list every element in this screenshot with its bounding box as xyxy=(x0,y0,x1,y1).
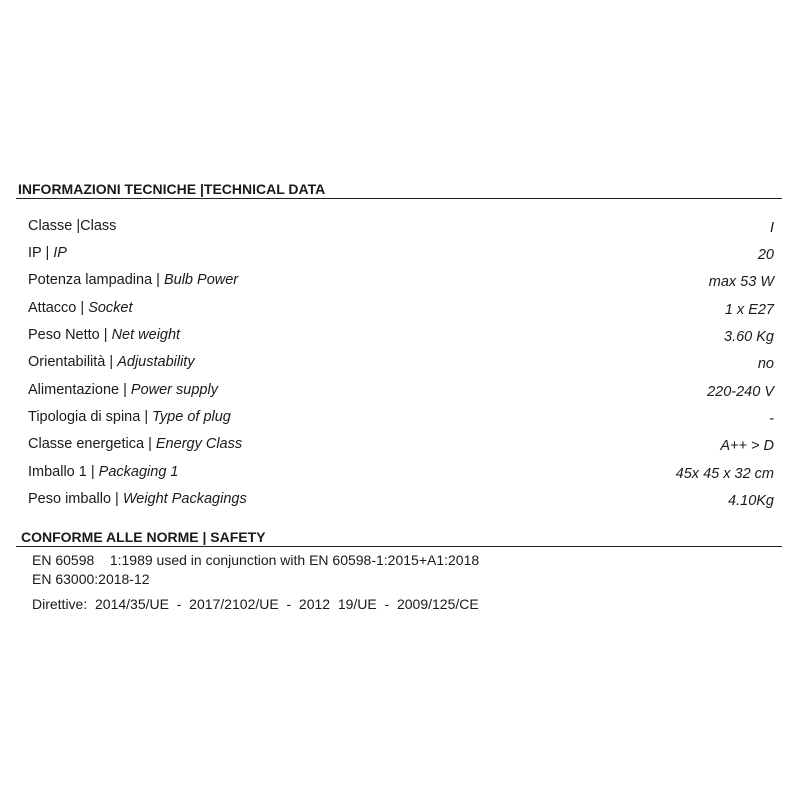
spec-value: A++ > D xyxy=(720,438,774,454)
spec-label-it: Imballo 1 | xyxy=(28,464,99,480)
spec-label-it: Attacco | xyxy=(28,300,89,316)
spec-row xyxy=(28,378,774,402)
spec-label-it: Classe | xyxy=(28,218,81,234)
norm-line-2: EN 63000:2018-12 xyxy=(32,571,150,587)
spec-label-it: Orientabilità | xyxy=(28,354,118,370)
spec-label xyxy=(28,241,67,265)
spec-label-it: Classe energetica | xyxy=(28,436,156,452)
spec-label xyxy=(28,432,242,456)
spec-label-en: Adjustability xyxy=(117,354,195,370)
spec-label-it: Peso Netto | xyxy=(28,327,112,343)
spec-label-en: IP xyxy=(53,245,67,261)
spec-label-it: Alimentazione | xyxy=(28,382,131,398)
spec-value: 4.10Kg xyxy=(728,493,774,509)
spec-value: I xyxy=(769,220,774,236)
technical-data-title: INFORMAZIONI TECNICHE |TECHNICAL DATA xyxy=(18,181,326,197)
spec-label-it: Tipologia di spina | xyxy=(28,409,153,425)
spec-label xyxy=(28,460,178,484)
spec-label-it: Peso imballo | xyxy=(28,491,123,507)
spec-label xyxy=(28,350,195,374)
spec-label-en: Socket xyxy=(88,300,133,316)
spec-label-it: IP | xyxy=(28,245,54,261)
spec-label-en: Type of plug xyxy=(152,409,231,425)
spec-label xyxy=(28,487,247,511)
spec-row xyxy=(28,296,774,320)
norm-line-3: Direttive: 2014/35/UE - 2017/2102/UE - 2012 19/UE - 2009/125/CE xyxy=(32,596,479,612)
technical-data-rule xyxy=(16,198,782,199)
spec-label xyxy=(28,378,218,402)
spec-row xyxy=(28,405,774,429)
spec-label-en: Net weight xyxy=(111,327,181,343)
spec-label xyxy=(28,214,116,238)
spec-row xyxy=(28,241,774,265)
norm-line-1: EN 60598 1:1989 used in conjunction with EN 60598-1:2015+A1:2018 xyxy=(32,552,480,568)
spec-value: - xyxy=(769,411,774,427)
safety-title: CONFORME ALLE NORME | SAFETY xyxy=(21,529,266,545)
spec-row xyxy=(28,268,774,292)
spec-value: max 53 W xyxy=(708,274,774,290)
spec-row xyxy=(28,432,774,456)
spec-label-en: Class xyxy=(80,218,117,234)
spec-label-en: Energy Class xyxy=(155,436,243,452)
spec-row xyxy=(28,323,774,347)
spec-row xyxy=(28,460,774,484)
spec-value: 20 xyxy=(757,247,774,263)
spec-label-en: Bulb Power xyxy=(163,272,239,288)
spec-value: no xyxy=(757,356,774,372)
spec-label xyxy=(28,268,238,292)
spec-label xyxy=(28,405,231,429)
spec-value: 45x 45 x 32 cm xyxy=(675,466,774,482)
safety-rule xyxy=(16,546,782,547)
spec-label-en: Weight Packagings xyxy=(122,491,247,507)
spec-value: 1 x E27 xyxy=(724,302,774,318)
spec-label-en: Power supply xyxy=(130,382,218,398)
spec-value: 3.60 Kg xyxy=(724,329,774,345)
spec-label-en: Packaging 1 xyxy=(98,464,179,480)
spec-row xyxy=(28,350,774,374)
spec-row xyxy=(28,487,774,511)
spec-label xyxy=(28,296,133,320)
spec-label-it: Potenza lampadina | xyxy=(28,272,164,288)
spec-label xyxy=(28,323,180,347)
spec-value: 220-240 V xyxy=(707,384,774,400)
spec-row xyxy=(28,214,774,238)
